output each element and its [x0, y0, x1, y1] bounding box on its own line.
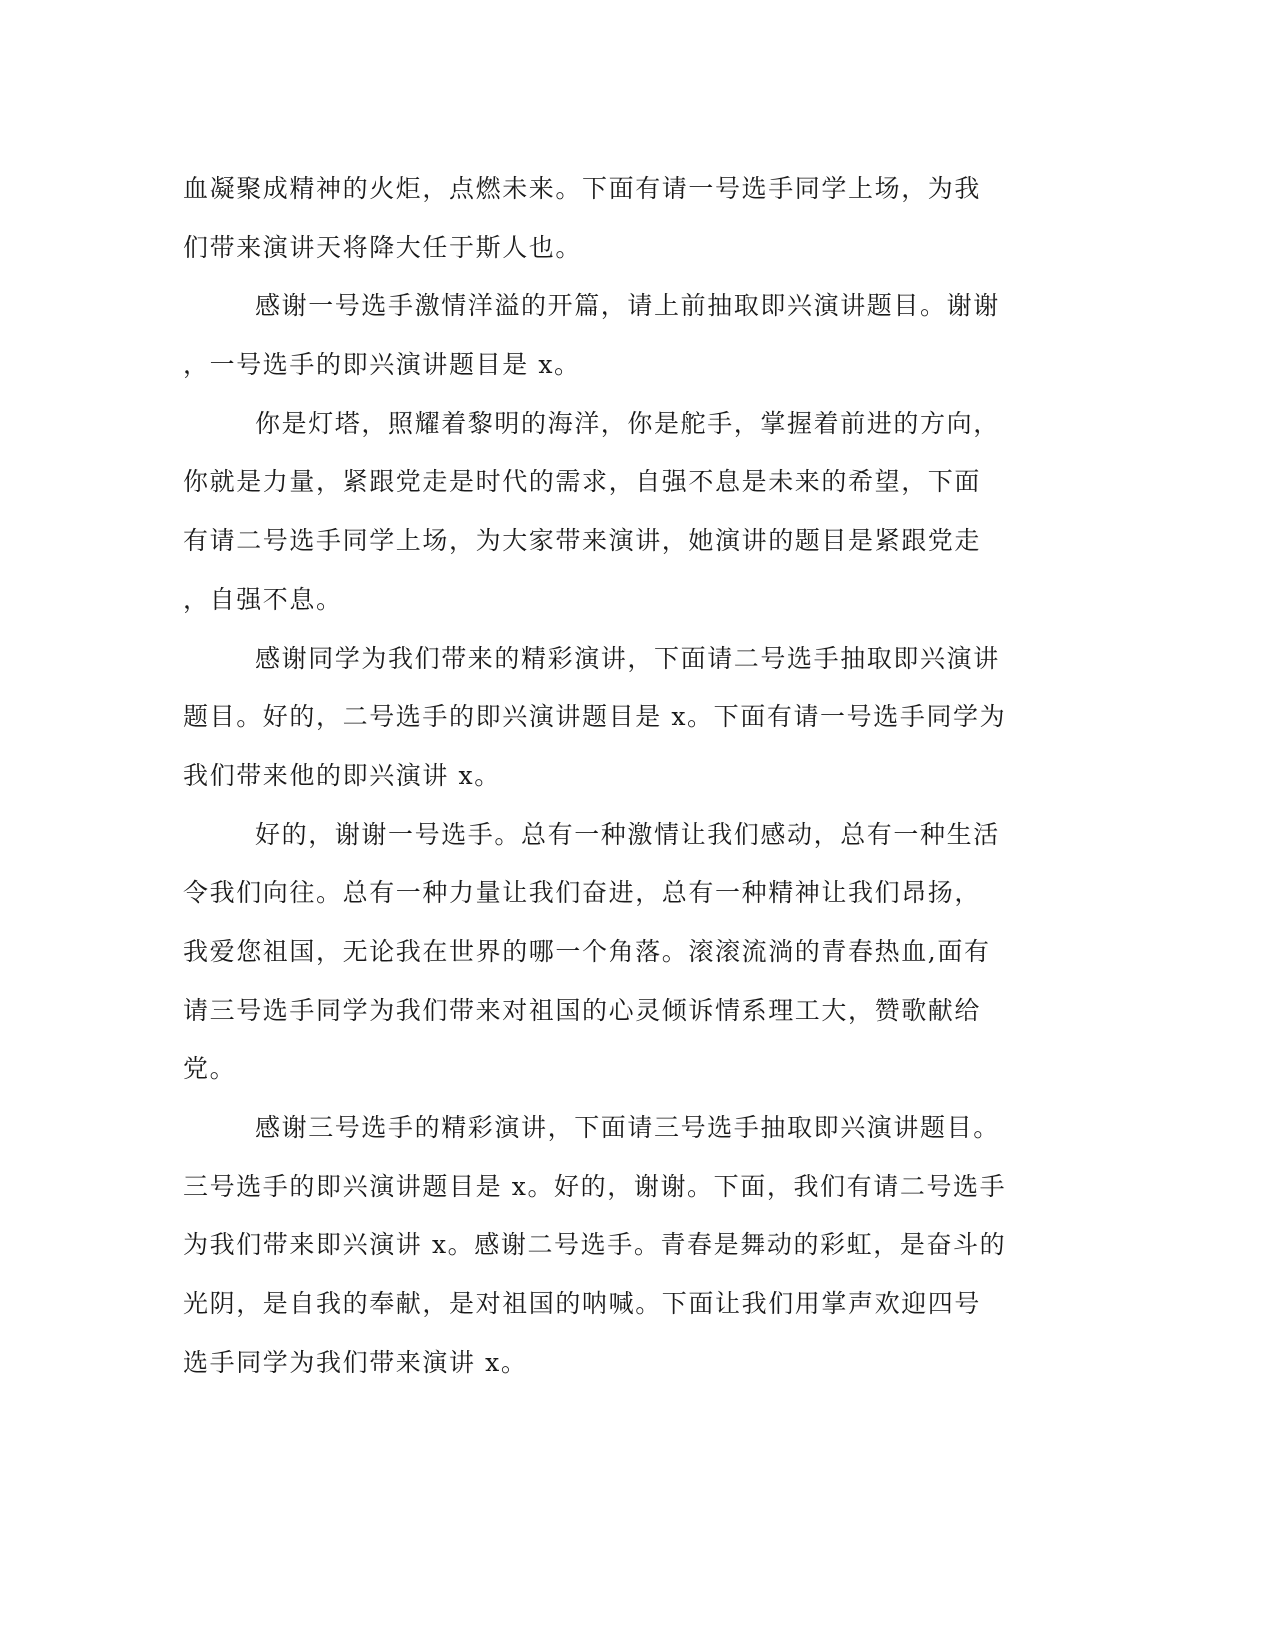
text-line: 题目。好的，二号选手的即兴演讲题目是 x。下面有请一号选手同学为	[183, 702, 1007, 732]
text-line: ，一号选手的即兴演讲题目是 x。	[183, 350, 581, 380]
text-line: 请三号选手同学为我们带来对祖国的心灵倾诉情系理工大，赞歌献给	[183, 995, 982, 1025]
text-line: 有请二号选手同学上场，为大家带来演讲，她演讲的题目是紧跟党走	[183, 526, 982, 556]
text-line: 三号选手的即兴演讲题目是 x。好的，谢谢。下面，我们有请二号选手	[183, 1171, 1007, 1201]
text-line: 我爱您祖国，无论我在世界的哪一个角落。滚滚流淌的青春热血,面有	[183, 936, 991, 966]
text-line: 感谢一号选手激情洋溢的开篇，请上前抽取即兴演讲题目。谢谢	[255, 291, 1000, 321]
text-line: 你就是力量，紧跟党走是时代的需求，自强不息是未来的希望，下面	[183, 467, 982, 497]
text-line: 为我们带来即兴演讲 x。感谢二号选手。青春是舞动的彩虹，是奋斗的	[183, 1230, 1007, 1260]
text-line: 感谢三号选手的精彩演讲，下面请三号选手抽取即兴演讲题目。	[255, 1113, 1000, 1142]
text-line: ，自强不息。	[183, 584, 343, 614]
text-line: 感谢同学为我们带来的精彩演讲，下面请二号选手抽取即兴演讲	[255, 643, 1000, 673]
text-line: 光阴，是自我的奉献，是对祖国的呐喊。下面让我们用掌声欢迎四号	[183, 1289, 982, 1319]
text-line: 党。	[183, 1054, 237, 1084]
text-line: 我们带来他的即兴演讲 x。	[183, 760, 501, 790]
text-line: 选手同学为我们带来演讲 x。	[183, 1347, 528, 1377]
text-line: 们带来演讲天将降大任于斯人也。	[183, 232, 583, 262]
document-body	[183, 160, 1043, 1392]
text-line: 好的，谢谢一号选手。总有一种激情让我们感动，总有一种生活	[255, 819, 1000, 849]
text-line: 令我们向往。总有一种力量让我们奋进，总有一种精神让我们昂扬，	[183, 878, 982, 908]
text-line: 血凝聚成精神的火炬，点燃未来。下面有请一号选手同学上场，为我	[183, 174, 982, 203]
text-line: 你是灯塔，照耀着黎明的海洋，你是舵手，掌握着前进的方向，	[255, 408, 1000, 438]
